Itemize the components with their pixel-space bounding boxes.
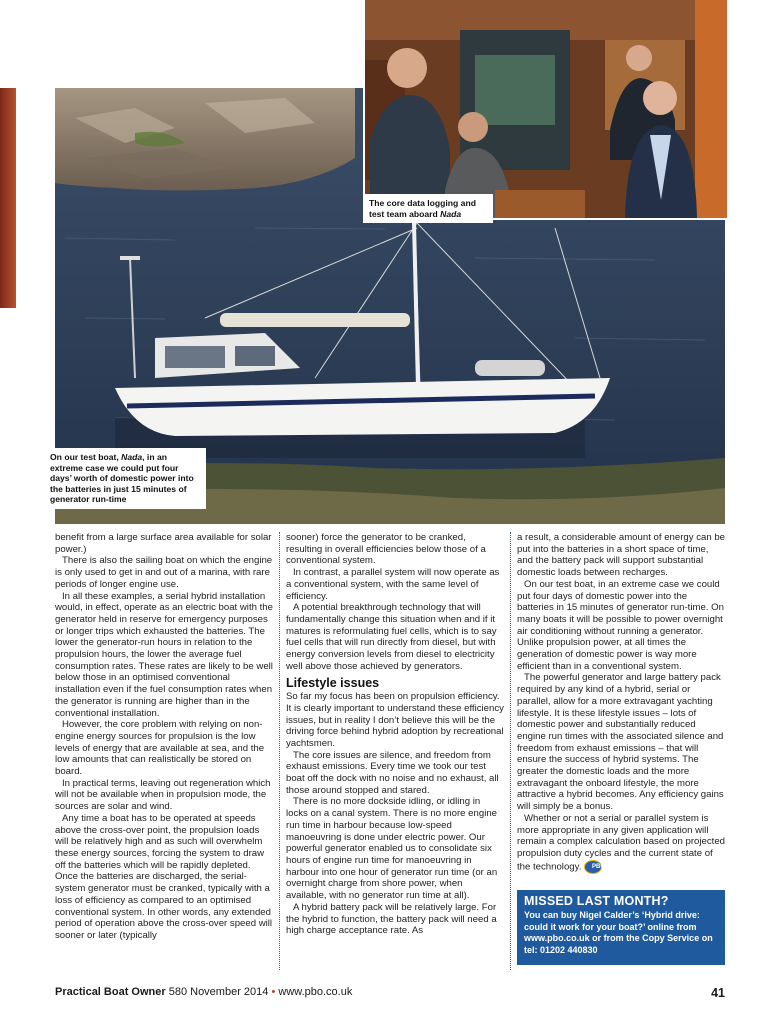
paragraph: sooner) force the generator to be cranked, resulting in overall efficiencies below those of a conventional system. <box>286 532 486 567</box>
article-column-1 <box>55 532 273 942</box>
magazine-title: Practical Boat Owner <box>55 986 166 998</box>
section-subhead: Lifestyle issues <box>286 676 380 691</box>
issue-info: 580 November 2014 <box>165 986 272 998</box>
paragraph: On our test boat, in an extreme case we could put four days of domestic power into the batteries in 15 minutes of generator run-time. On many boats it will be possible to power overnight air conditioning without running a generator. Unlike propulsion power, at all times the generation of domestic power is way more efficient than in a conventional system. <box>517 578 724 672</box>
caption-text: , in an extreme case we could put four days’ worth of domestic power into the batteries in just 15 minutes of generator run-time <box>50 452 194 505</box>
page-footer <box>55 986 725 1002</box>
article-column-2 <box>286 532 504 937</box>
paragraph: In practical terms, leaving out regeneration which will not be available when in propulsion mode, the sources are solar and wind. <box>55 777 271 813</box>
paragraph: However, the core problem with relying on non-engine energy sources for propulsion is the low levels of energy that are available at sea, and the low amounts that can realistically be stored on board. <box>55 719 265 778</box>
page-edge-bar <box>0 88 16 308</box>
caption-text: test team aboard <box>369 208 441 219</box>
paragraph: There is also the sailing boat on which the engine is only used to get in and out of a marina, with rare periods of longer engine use. <box>55 555 273 590</box>
paragraph: There is no more dockside idling, or idling in locks on a canal system. There is no more engine run time in harbour because low-speed manoeuvring is done under electric power. Our powerful generator enabled us to consolidate six hours of engine run time for manoeuvring in harbour into one hour of generator run time (or an overnight charge from shore power, when available, with no generator run time at all). <box>286 796 498 902</box>
paragraph: a result, a considerable amount of energy can be put into the batteries in a short space of time, and the battery pack will support substantial domestic loads between recharges. <box>517 532 725 579</box>
paragraph: A hybrid battery pack will be relatively large. For the hybrid to function, the battery pack will need a high charge acceptance rate. As <box>286 901 497 937</box>
missed-box-body: You can buy Nigel Calder’s ‘Hybrid drive: could it work for your boat?’ online from www.pbo.co.uk or from the Copy Service on tel: 01202 440830 <box>524 910 713 955</box>
paragraph: In contrast, a parallel system will now operate as a conventional system, with the same level of efficiency. <box>286 567 500 602</box>
missed-last-month-box <box>517 890 725 965</box>
boat-name: Nada <box>440 208 462 219</box>
paragraph: The powerful generator and large battery pack required by any kind of a hybrid, serial or parallel, allow for a more extravagant yachting lifestyle. It is these lifestyle issues – lots of domestic power and substantially reduced engine run times with the associated silence and freedom from exhaust emissions – that will ensure the success of hybrid systems. The greater the domestic loads and the more extravagant the onboard lifestyle, the more attractive a hybrid becomes. Any efficiency gains will simply be a bonus. <box>517 672 724 813</box>
paragraph: benefit from a large surface area available for solar power.) <box>55 532 272 555</box>
article-column-3 <box>517 532 725 874</box>
caption-line: The core data logging and <box>369 198 476 208</box>
paragraph <box>517 813 725 874</box>
column-divider <box>510 532 511 970</box>
page-number: 41 <box>711 986 725 1000</box>
missed-box-title: MISSED LAST MONTH? <box>524 894 669 908</box>
column-divider <box>279 532 280 970</box>
caption-text: On our test boat, <box>50 452 122 462</box>
paragraph: A potential breakthrough technology that will fundamentally change this situation when and if it matures is reformulating fuel cells, which is to say fuel cells that will run directly from diesel, but with energy conversion levels from diesel to electricity well above those achieved by generators. <box>286 602 497 672</box>
paragraph: Any time a boat has to be operated at speeds above the cross-over point, the propulsion loads will be relatively high and as such will overwhelm these energy sources, forcing the system to draw off the batteries which will be rapidly depleted. Once the batteries are discharged, the serial-system generator must be cranked, typically with a loss of efficiency as compared to an optimised conventional system. In other words, any extended period of operation above the cross-over speed will sooner or later (typically <box>55 812 273 941</box>
crew-photo-caption <box>363 194 493 223</box>
paragraph-text: Whether or not a serial or parallel system is more appropriate in any given application will remain a complex calculation based on projected propulsion duty cycles and the current state of the technology. <box>517 812 725 873</box>
paragraph: In all these examples, a serial hybrid installation would, in effect, operate as an electric boat with the generator held in reserve for emergency purposes or longer trips which exhausted the batteries. The lower the generator-run hours in relation to the propulsion hours, the lower the average fuel consumption rates. These rates are likely to be well below those in an optimised conventional installation even if the fuel consumption rates when the generator is running are higher than in the conventional installation. <box>55 590 273 719</box>
footer-credit <box>55 986 352 998</box>
website-url: www.pbo.co.uk <box>275 986 353 998</box>
footer-bullet: • <box>271 986 276 998</box>
boat-name: Nada <box>121 452 143 462</box>
paragraph: The core issues are silence, and freedom from exhaust emissions. Every time we took our test boat off the dock with no noise and no exhaust, all those around stopped and stared. <box>286 749 499 796</box>
end-mark-badge: PBO <box>584 860 602 874</box>
crew-photo <box>363 0 727 220</box>
boat-photo-caption <box>44 448 206 509</box>
paragraph: So far my focus has been on propulsion efficiency. It is clearly important to understand these efficiency issues, but in reality I don’t believe this will be the driving force behind hybrid adoption by recreational yachtsmen. <box>286 691 504 749</box>
